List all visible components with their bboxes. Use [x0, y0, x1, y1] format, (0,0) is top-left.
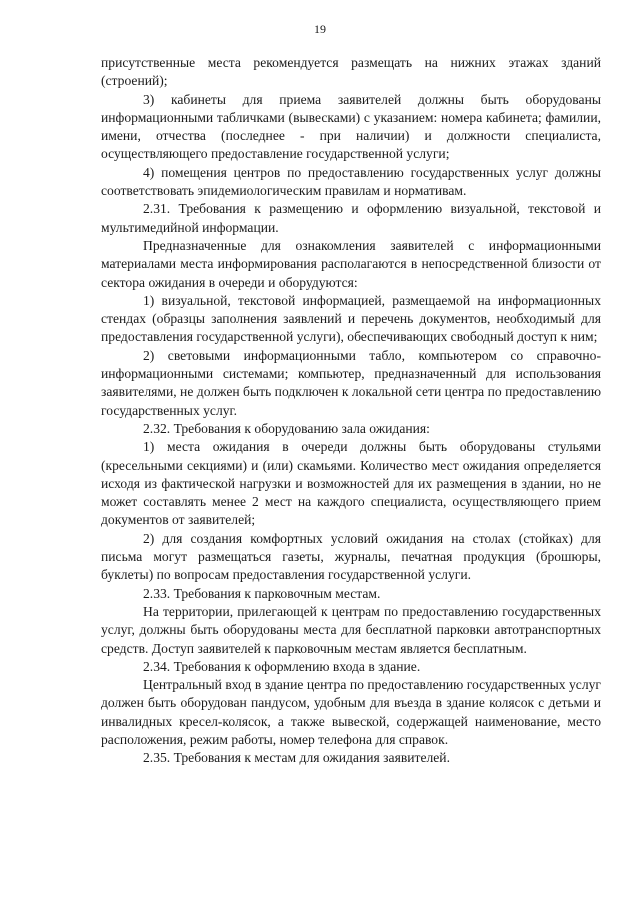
- paragraph-item-3: 3) кабинеты для приема заявителей должны быть оборудованы информационными табличками (вывесками) с указанием: номера кабинета; фамилии, имени, отчества (последнее - при наличии) и должности специалиста, осуществляющего предоставление государственной услуги;: [101, 91, 601, 162]
- section-heading-2-35: 2.35. Требования к местам для ожидания заявителей.: [143, 750, 450, 766]
- paragraph-waiting-seats: 1) места ожидания в очереди должны быть оборудованы стульями (кресельными секциями) и (или) скамьями. Количество мест ожидания определяется исходя из фактической нагрузки и возможностей для их размещения в здании, но не может составлять менее 2 мест на каждого специалиста, осуществляющего прием документов от заявителей;: [101, 439, 601, 528]
- paragraph-parking: На территории, прилегающей к центрам по предоставлению государственных услуг, должны быть оборудованы места для бесплатной парковки автотранспортных средств. Доступ заявителей к парковочным местам является бесплатным.: [101, 603, 601, 656]
- section-heading-2-31: 2.31. Требования к размещению и оформлению визуальной, текстовой и мультимедийной информации.: [101, 201, 601, 235]
- document-body: [101, 54, 601, 768]
- paragraph-continuation: присутственные места рекомендуется размещать на нижних этажах зданий (строений);: [101, 55, 601, 89]
- paragraph-entrance: Центральный вход в здание центра по предоставлению государственных услуг должен быть оборудован пандусом, удобным для въезда в здание колясок с детьми и инвалидных кресел-колясок, а также вывеской, содержащей наименование, место расположения, режим работы, номер телефона для справок.: [101, 677, 601, 747]
- paragraph-visual-info: 1) визуальной, текстовой информацией, размещаемой на информационных стендах (образцы заполнения заявлений и перечень документов, необходимый для предоставления государственной услуги), обеспечивающих свободный доступ к ним;: [101, 292, 601, 345]
- paragraph-info-places: Предназначенные для ознакомления заявителей с информационными материалами места информирования располагаются в непосредственной близости от сектора ожидания в очереди и оборудуются:: [101, 237, 601, 290]
- paragraph-comfort-conditions: 2) для создания комфортных условий ожидания на столах (стойках) для письма могут размещаться газеты, журналы, печатная продукция (брошюры, буклеты) по вопросам предоставления государственной услуги.: [101, 530, 601, 583]
- page-number: 19: [314, 22, 326, 36]
- section-heading-2-33: 2.33. Требования к парковочным местам.: [143, 585, 381, 601]
- section-heading-2-34: 2.34. Требования к оформлению входа в здание.: [143, 658, 421, 674]
- paragraph-item-4: 4) помещения центров по предоставлению государственных услуг должны соответствовать эпидемиологическим правилам и нормативам.: [101, 164, 601, 199]
- section-heading-2-32: 2.32. Требования к оборудованию зала ожидания:: [143, 420, 430, 436]
- paragraph-light-boards: 2) световыми информационными табло, компьютером со справочно-информационными системами; компьютер, предназначенный для использования заявителями, не должен быть подключен к локальной сети центра по предоставлению государственных услуг.: [101, 347, 601, 418]
